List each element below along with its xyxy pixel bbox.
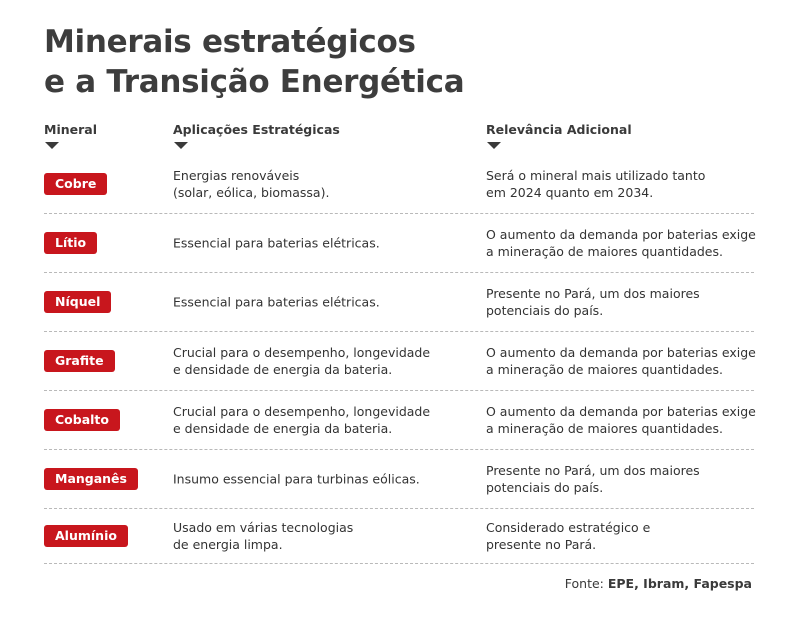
mineral-badge: Alumínio xyxy=(44,525,128,547)
applications-cell: Energias renováveis (solar, eólica, biomassa). xyxy=(173,168,330,200)
applications-cell: Crucial para o desempenho, longevidade e densidade de energia da bateria. xyxy=(173,345,431,377)
table-row xyxy=(44,273,754,332)
relevance-cell: Presente no Pará, um dos maiores potenciais do país. xyxy=(486,286,700,318)
page-title-line-2: e a Transição Energética xyxy=(44,64,465,100)
caret-down-icon xyxy=(45,142,59,149)
source-credit xyxy=(565,576,752,591)
mineral-badge: Níquel xyxy=(44,291,111,313)
applications-cell: Insumo essencial para turbinas eólicas. xyxy=(173,471,420,487)
applications-cell: Crucial para o desempenho, longevidade e densidade de energia da bateria. xyxy=(173,404,431,436)
table-row xyxy=(44,509,754,564)
mineral-badge: Lítio xyxy=(44,232,97,254)
relevance-cell: Considerado estratégico e presente no Pará. xyxy=(486,520,651,552)
source-prefix: Fonte: xyxy=(564,576,608,591)
relevance-cell: O aumento da demanda por baterias exige a mineração de maiores quantidades. xyxy=(486,404,756,436)
table-row xyxy=(44,332,754,391)
page-title xyxy=(44,22,464,102)
source-names: EPE, Ibram, Fapespa xyxy=(607,576,752,591)
minerals-table xyxy=(44,155,754,564)
table-row xyxy=(44,450,754,509)
relevance-cell: Será o mineral mais utilizado tanto em 2024 quanto em 2034. xyxy=(486,168,706,200)
mineral-badge: Manganês xyxy=(44,468,138,490)
column-header-mineral xyxy=(44,122,97,149)
mineral-badge: Cobalto xyxy=(44,409,120,431)
column-header-mineral-label: Mineral xyxy=(44,122,97,137)
column-header-relevance-label: Relevância Adicional xyxy=(486,122,632,137)
relevance-cell: O aumento da demanda por baterias exige a mineração de maiores quantidades. xyxy=(486,227,756,259)
caret-down-icon xyxy=(487,142,501,149)
applications-cell: Essencial para baterias elétricas. xyxy=(173,235,380,251)
table-row xyxy=(44,155,754,214)
page-title-line-1: Minerais estratégicos xyxy=(44,24,416,60)
column-header-applications xyxy=(173,122,340,149)
table-row xyxy=(44,214,754,273)
column-header-applications-label: Aplicações Estratégicas xyxy=(173,122,340,137)
mineral-badge: Cobre xyxy=(44,173,107,195)
applications-cell: Usado em várias tecnologias de energia limpa. xyxy=(173,520,354,552)
mineral-badge: Grafite xyxy=(44,350,115,372)
caret-down-icon xyxy=(174,142,188,149)
relevance-cell: O aumento da demanda por baterias exige a mineração de maiores quantidades. xyxy=(486,345,756,377)
table-row xyxy=(44,391,754,450)
column-header-relevance xyxy=(486,122,632,149)
applications-cell: Essencial para baterias elétricas. xyxy=(173,294,380,310)
relevance-cell: Presente no Pará, um dos maiores potenciais do país. xyxy=(486,463,700,495)
